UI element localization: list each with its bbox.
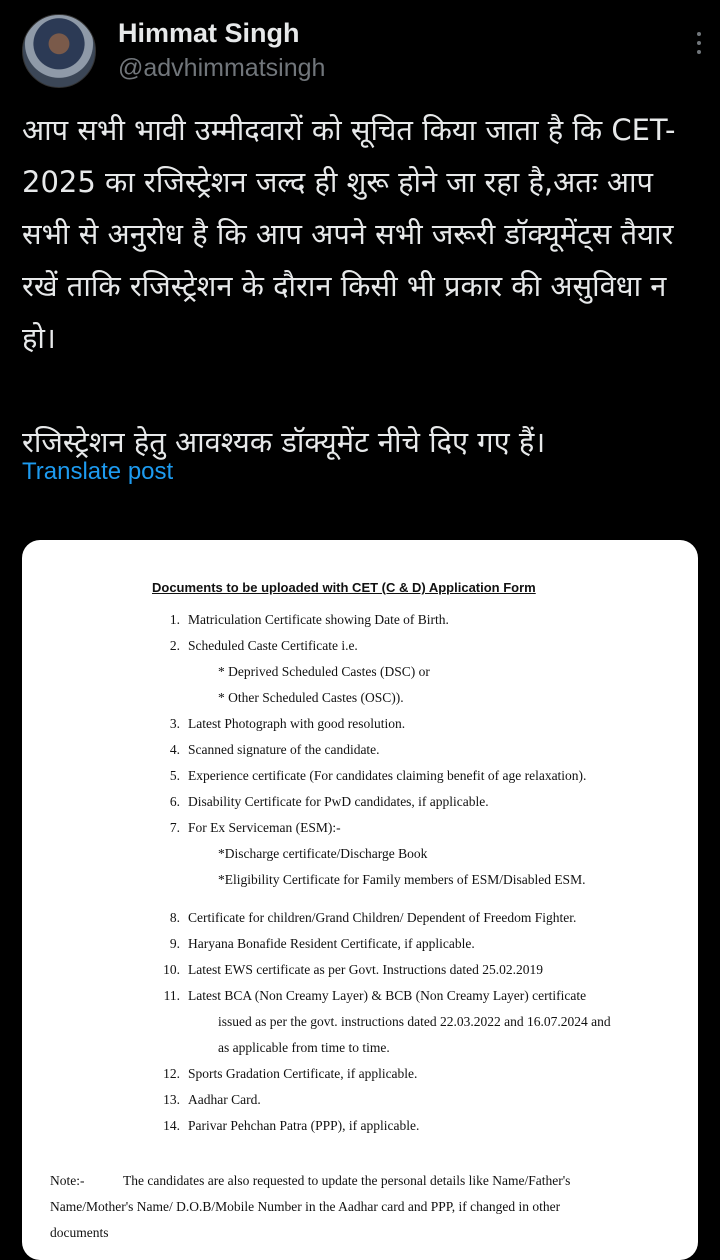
document-item-text: Matriculation Certificate showing Date of Birth. <box>188 612 449 627</box>
document-item-text: *Discharge certificate/Discharge Book <box>218 846 428 861</box>
document-item-text: * Deprived Scheduled Castes (DSC) or <box>218 664 430 679</box>
post-paragraph-2: रजिस्ट्रेशन हेतु आवश्यक डॉक्यूमेंट नीचे दिए गए हैं। <box>22 425 546 459</box>
document-item-text: * Other Scheduled Castes (OSC)). <box>218 690 404 705</box>
document-item <box>158 820 341 836</box>
note-line-3: documents <box>50 1225 109 1240</box>
document-item-number: 9. <box>169 936 180 951</box>
document-item-text: Scanned signature of the candidate. <box>188 742 380 757</box>
document-item-text: issued as per the govt. instructions dated 22.03.2022 and 16.07.2024 and <box>218 1014 611 1029</box>
document-item <box>218 664 430 680</box>
document-item <box>158 638 358 654</box>
document-item-number: 14. <box>163 1118 180 1133</box>
document-item-text: Aadhar Card. <box>188 1092 261 1107</box>
document-item-number: 3. <box>169 716 180 731</box>
document-item <box>158 794 489 810</box>
document-item-text: as applicable from time to time. <box>218 1040 390 1055</box>
document-item-text: Sports Gradation Certificate, if applicable. <box>188 1066 418 1081</box>
document-item-text: *Eligibility Certificate for Family members of ESM/Disabled ESM. <box>218 872 586 887</box>
avatar[interactable] <box>22 14 96 88</box>
document-image[interactable] <box>22 540 698 1260</box>
document-item <box>158 742 380 758</box>
document-item <box>218 872 585 888</box>
document-item <box>158 1118 419 1134</box>
document-item-text: Scheduled Caste Certificate i.e. <box>188 638 358 653</box>
document-item <box>158 936 475 952</box>
translate-post-link[interactable]: Translate post <box>22 458 174 485</box>
document-item-text: Disability Certificate for PwD candidates, if applicable. <box>188 794 489 809</box>
document-item <box>158 768 586 784</box>
document-item-text: Latest BCA (Non Creamy Layer) & BCB (Non Creamy Layer) certificate <box>188 988 587 1003</box>
document-item-number: 10. <box>163 962 180 977</box>
author-handle[interactable]: @advhimmatsingh <box>118 54 326 82</box>
post-text <box>22 104 698 468</box>
document-item-number: 11. <box>163 988 180 1003</box>
note-line-2: Name/Mother's Name/ D.O.B/Mobile Number in the Aadhar card and PPP, if changed in other <box>50 1199 561 1214</box>
document-item-number: 4. <box>169 742 180 757</box>
document-item <box>218 1014 611 1030</box>
document-item <box>158 1092 261 1108</box>
document-item-number: 2. <box>169 638 180 653</box>
document-item <box>218 690 404 706</box>
post-header <box>22 14 702 94</box>
post-paragraph-1: आप सभी भावी उम्मीदवारों को सूचित किया जाता है कि CET-2025 का रजिस्ट्रेशन जल्द ही शुरू होने जा रहा है,अतः आप सभी से अनुरोध है कि आप अपने सभी जरूरी डॉक्यूमेंट्स तैयार रखें ताकि रजिस्ट्रेशन के दौरान किसी भी प्रकार की असुविधा न हो। <box>22 113 676 355</box>
document-item-text: For Ex Serviceman (ESM):- <box>188 820 341 835</box>
author-name[interactable]: Himmat Singh <box>118 18 300 48</box>
document-item <box>158 962 543 978</box>
document-item-number: 5. <box>169 768 180 783</box>
document-item-text: Experience certificate (For candidates claiming benefit of age relaxation). <box>188 768 587 783</box>
document-item-text: Latest EWS certificate as per Govt. Instructions dated 25.02.2019 <box>188 962 544 977</box>
note-label: Note:- <box>50 1173 85 1188</box>
document-item-text: Certificate for children/Grand Children/ Dependent of Freedom Fighter. <box>188 910 577 925</box>
more-options-icon[interactable] <box>696 32 702 62</box>
document-item <box>158 716 405 732</box>
document-item-number: 8. <box>169 910 180 925</box>
document-item-number: 7. <box>169 820 180 835</box>
document-item-number: 12. <box>163 1066 180 1081</box>
document-item <box>158 1066 417 1082</box>
document-item-text: Latest Photograph with good resolution. <box>188 716 406 731</box>
document-item <box>158 910 576 926</box>
document-item <box>158 612 449 628</box>
note-line-1: Note:- The candidates are also requested to update the personal details like Name/Father's <box>50 1173 571 1188</box>
document-item-text: Parivar Pehchan Patra (PPP), if applicable. <box>188 1118 420 1133</box>
document-item-number: 1. <box>169 612 180 627</box>
document-item <box>218 846 427 862</box>
document-item <box>158 988 586 1004</box>
document-title: Documents to be uploaded with CET (C & D) Application Form <box>152 580 536 595</box>
document-item-number: 13. <box>163 1092 180 1107</box>
document-item <box>218 1040 390 1056</box>
document-item-text: Haryana Bonafide Resident Certificate, if applicable. <box>188 936 475 951</box>
document-item-number: 6. <box>169 794 180 809</box>
